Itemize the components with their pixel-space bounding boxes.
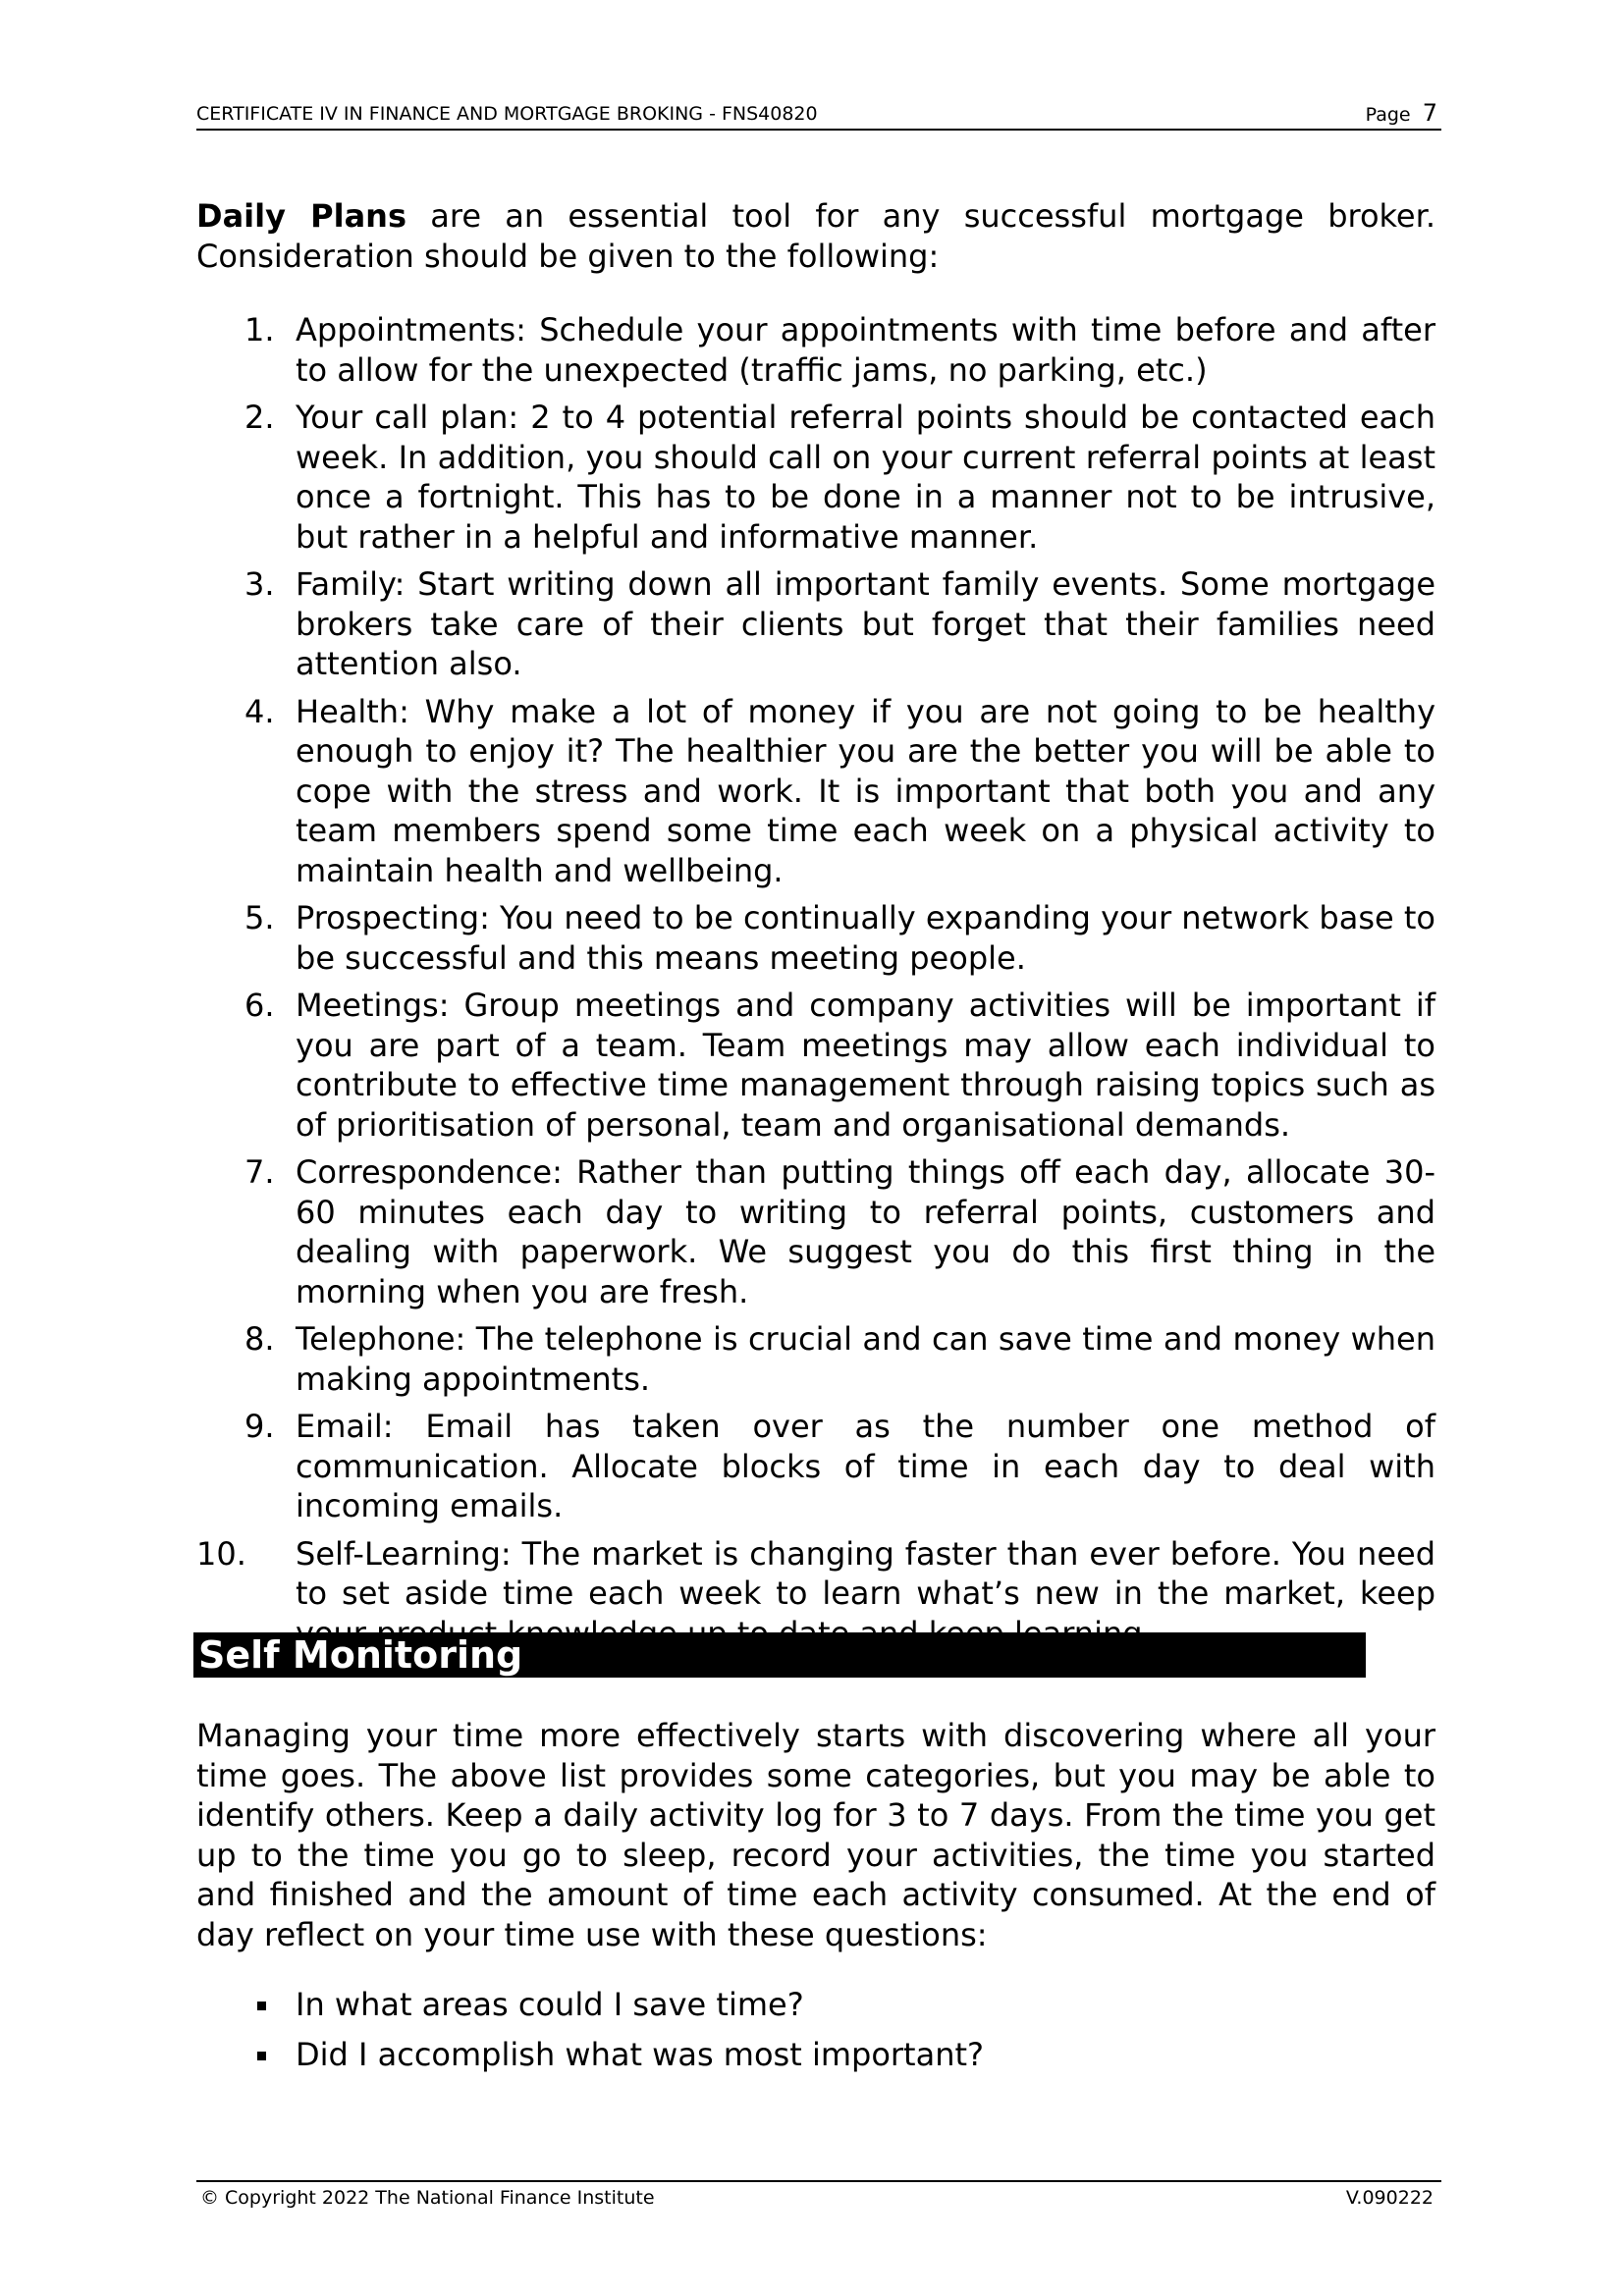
list-item (196, 986, 1435, 1145)
item-text: Appointments: Schedule your appointments with time before and after to allow for the unexpected (traffic jams, no parking, etc.) (296, 311, 1435, 389)
questions-list (196, 1985, 1435, 2074)
page-number: 7 (1422, 99, 1437, 127)
intro-paragraph (196, 196, 1435, 276)
list-item (196, 1152, 1435, 1311)
item-text: Meetings: Group meetings and company activities will be important if you are part of a team. Team meetings may allow each individual to contribute to effective time management through raising topics such as of prioritisation of personal, team and organisational demands. (296, 987, 1435, 1144)
item-number: 1. (244, 311, 275, 348)
list-item (196, 1407, 1435, 1526)
item-number: 8. (244, 1320, 275, 1358)
item-text: Self-Learning: The market is changing faster than ever before. You need to set aside time each week to learn what’s new in the market, keep (296, 1534, 1435, 1612)
item-number: 3. (244, 565, 275, 603)
intro-bold: Daily Plans (196, 197, 407, 235)
item-text: Correspondence: Rather than putting things off each day, allocate 30-60 minutes each day to writing to referral points, customers and dealing with paperwork. We suggest you do this first thing in the morning when you are fresh. (296, 1153, 1435, 1310)
page-footer (196, 2180, 1441, 2209)
question-text: In what areas could I save time? (296, 1986, 804, 2023)
list-item (196, 310, 1435, 390)
version: V.090222 (1345, 2187, 1434, 2209)
page-header (196, 99, 1441, 131)
item-text: Prospecting: You need to be continually expanding your network base to be successful and this means meeting people. (296, 899, 1435, 977)
item-text: Telephone: The telephone is crucial and can save time and money when making appointments. (296, 1320, 1435, 1398)
item-text: Health: Why make a lot of money if you are not going to be healthy enough to enjoy it? The healthier you are the better you will be able to cope with the stress and work. It is important that both you and any team members spend some time each week on a physical activity to maintain health and wellbeing. (296, 692, 1435, 889)
item-number: 10. (196, 1534, 246, 1573)
item-text: Email: Email has taken over as the number one method of communication. Allocate blocks of time in each day to deal with incoming emails. (296, 1408, 1435, 1524)
item-text: Family: Start writing down all important family events. Some mortgage brokers take care of their clients but forget that their families need attention also. (296, 565, 1435, 682)
item-number: 6. (244, 987, 275, 1024)
list-item (196, 564, 1435, 684)
item-number: 7. (244, 1153, 275, 1191)
item-number: 4. (244, 692, 275, 730)
list-item (196, 398, 1435, 557)
item-number: 5. (244, 899, 275, 936)
list-item (196, 1985, 1435, 2025)
daily-plans-list (196, 310, 1435, 1653)
copyright: © Copyright 2022 The National Finance Institute (200, 2187, 655, 2209)
list-item (196, 1319, 1435, 1399)
daily-plans-section (196, 196, 1435, 1661)
section-heading: Self Monitoring (193, 1632, 1366, 1678)
square-bullet-icon (257, 2052, 266, 2060)
self-monitoring-section (196, 1716, 1435, 2084)
question-text: Did I accomplish what was most important? (296, 2035, 985, 2073)
list-item (196, 692, 1435, 891)
list-item (196, 2035, 1435, 2075)
page-number-label (1366, 99, 1437, 127)
item-number: 9. (244, 1408, 275, 1445)
square-bullet-icon (257, 2002, 266, 2010)
list-item (196, 898, 1435, 978)
header-title: CERTIFICATE IV IN FINANCE AND MORTGAGE BROKING - FNS40820 (196, 103, 818, 125)
page-label: Page (1365, 104, 1411, 126)
intro-text: are an essential tool for any successful mortgage broker. Consideration should be given to the following: (196, 197, 1436, 275)
item-text: Your call plan: 2 to 4 potential referral points should be contacted each week. In addition, you should call on your current referral points at least once a fortnight. This has to be done in a manner not to be intrusive, but rather in a helpful and informative manner. (296, 399, 1435, 556)
section-paragraph: Managing your time more effectively starts with discovering where all your time goes. The above list provides some categories, but you may be able to identify others. Keep a daily activity log for 3 to 7 days. From the time you get up to the time you go to sleep, record your activities, the time you started and finished and the amount of time each activity consumed. At the end of day reflect on your time use with these questions: (196, 1717, 1435, 1953)
item-number: 2. (244, 399, 275, 436)
